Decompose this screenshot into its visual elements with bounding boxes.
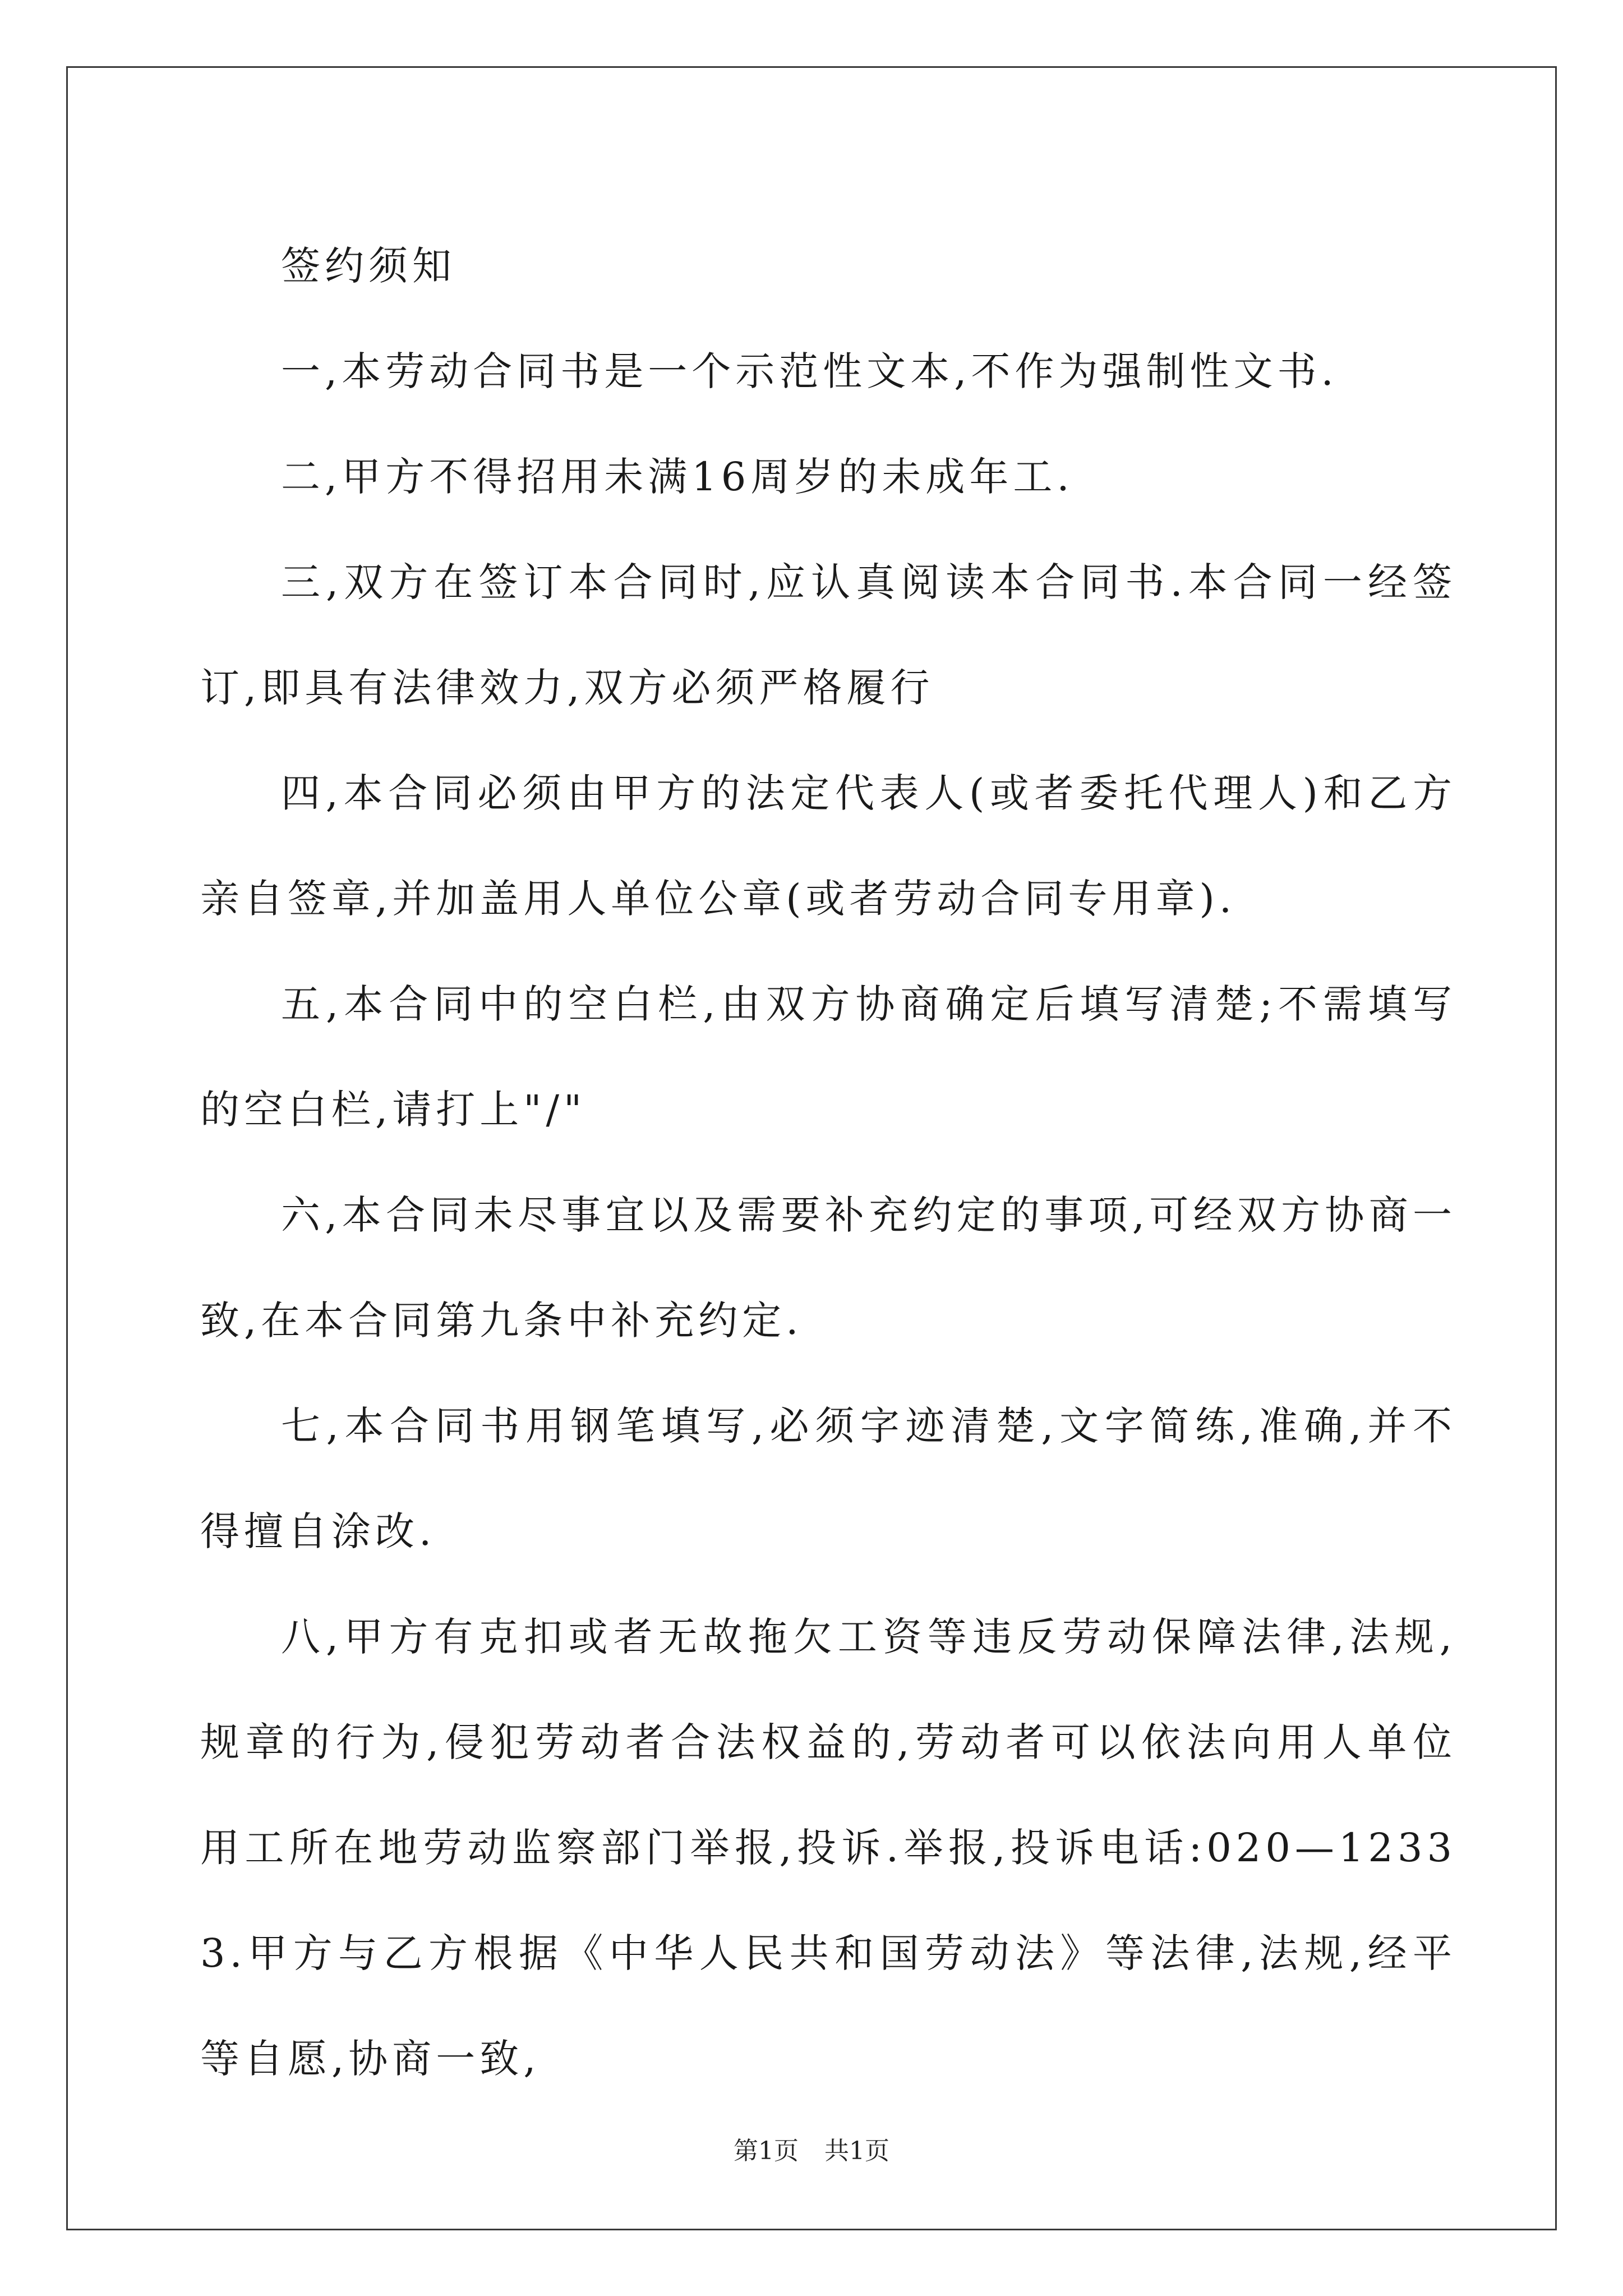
clause-5: 五,本合同中的空白栏,由双方协商确定后填写清楚;不需填写的空白栏,请打上"/" (200, 981, 1456, 1133)
clause-8: 八,甲方有克扣或者无故拖欠工资等违反劳动保障法律,法规,规章的行为,侵犯劳动者合法权益的,劳动者可以依法向用人单位用工所在地劳动监察部门举报,投诉.举报,投诉电话:020—12333.甲方与乙方根据《中华人民共和国劳动法》等法律,法规,经平等自愿,协商一致, (200, 1614, 1456, 2082)
clause-7: 七,本合同书用钢笔填写,必须字迹清楚,文字简练,准确,并不得擅自涂改. (200, 1403, 1456, 1554)
document-title: 签约须知 (281, 243, 456, 289)
clause-3: 三,双方在签订本合同时,应认真阅读本合同书.本合同一经签订,即具有法律效力,双方必须严格履行 (200, 559, 1456, 711)
clause-6: 六,本合同未尽事宜以及需要补充约定的事项,可经双方协商一致,在本合同第九条中补充约定. (200, 1192, 1456, 1343)
clause-4: 四,本合同必须由甲方的法定代表人(或者委托代理人)和乙方亲自签章,并加盖用人单位公章(或者劳动合同专用章). (200, 770, 1456, 922)
page-total: 共1页 (824, 2137, 889, 2165)
document-body (200, 213, 1456, 2111)
page-footer (0, 2134, 1623, 2168)
clause-1: 一,本劳动合同书是一个示范性文本,不作为强制性文书. (281, 348, 1338, 394)
page-number: 第1页 (734, 2137, 799, 2165)
clause-2: 二,甲方不得招用未满16周岁的未成年工. (281, 454, 1074, 500)
